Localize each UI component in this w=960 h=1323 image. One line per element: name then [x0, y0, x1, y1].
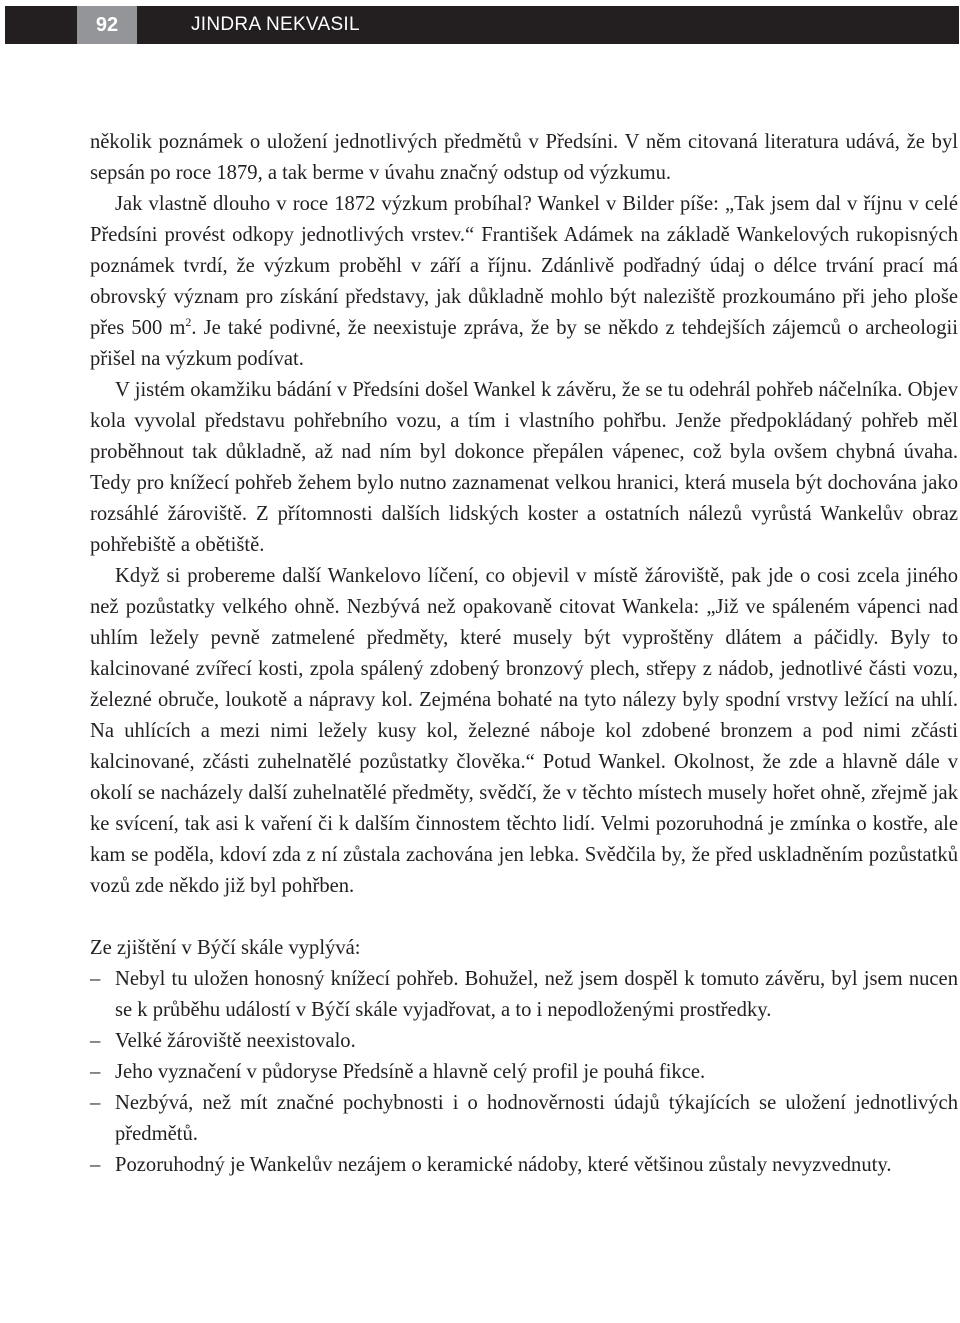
list-dash: – [90, 1092, 101, 1114]
superscript: 2 [185, 315, 192, 329]
paragraph: V jistém okamžiku bádání v Předsíni došel Wankel k závěru, že se tu odehrál pohřeb náčelníka. Objev kola vyvolal představu pohřebního vozu, a tím i vlastního pohřbu. Jenže předpokládaný pohřeb měl proběhnout tak důkladně, až nad ním byl dokonce přepálen vápenec, což byla ovšem chybná úvaha. Tedy pro knížecí pohřeb žehem bylo nutno zaznamenat velkou hranici, která musela být dochována jako rozsáhlé žároviště. Z přítomnosti dalších lidských koster a ostatních nálezů vyrůstá Wankelův obraz pohřebiště a obětiště. [90, 379, 958, 556]
list-item-text: Velké žároviště neexistovalo. [115, 1030, 356, 1052]
paragraph-continued: několik poznámek o uložení jednotlivých předmětů v Předsíni. V něm citovaná literatura udává, že byl sepsán po roce 1879, a tak berme v úvahu značný odstup od výzkumu. [90, 131, 958, 184]
page-number: 92 [77, 6, 137, 44]
list-item-text: Jeho vyznačení v půdoryse Předsíně a hlavně celý profil je pouhá fikce. [115, 1061, 706, 1083]
list-intro: Ze zjištění v Býčí skále vyplývá: [90, 937, 361, 959]
list-item-text: Nebyl tu uložen honosný knížecí pohřeb. Bohužel, než jsem dospěl k tomuto závěru, byl jsem nucen se k průběhu událostí v Býčí skále vyjadřovat, a to i nepodloženými prostředky. [115, 968, 958, 1021]
running-header [5, 6, 959, 44]
paragraph-text: Jak vlastně dlouho v roce 1872 výzkum probíhal? Wankel v Bilder píše: „Tak jsem dal v říjnu v celé Předsíni provést odkopy jednotlivých vrstev.“ František Adámek na základě Wankelových rukopisných poznámek tvrdí, že výzkum proběhl v září a říjnu. Zdánlivě podřadný údaj o délce trvání prací má obrovský význam pro získání představy, jak důkladně mohlo být naleziště prozkoumáno při jeho ploše přes 500 m [90, 193, 958, 339]
list-item [90, 1026, 958, 1057]
list-item [90, 1057, 958, 1088]
list-item-text: Pozoruhodný je Wankelův nezájem o keramické nádoby, které většinou zůstaly nevyzvednuty. [115, 1154, 892, 1176]
list-dash: – [90, 1154, 101, 1176]
running-head-author: JINDRA NEKVASIL [191, 14, 360, 35]
list-item [90, 1088, 958, 1150]
conclusions-list [90, 964, 958, 1181]
list-item [90, 1150, 958, 1181]
list-item [90, 964, 958, 1026]
list-dash: – [90, 968, 101, 990]
paragraph-text: . Je také podivné, že neexistuje zpráva, že by se někdo z tehdejších zájemců o archeologii přišel na výzkum podívat. [90, 317, 959, 370]
article-body [90, 127, 958, 1181]
paragraph [90, 189, 958, 375]
list-item-text: Nezbývá, než mít značné pochybnosti i o hodnověrnosti údajů týkajících se uložení jednotlivých předmětů. [115, 1092, 958, 1145]
list-dash: – [90, 1030, 101, 1052]
list-dash: – [90, 1061, 101, 1083]
paragraph: Když si probereme další Wankelovo líčení, co objevil v místě žároviště, pak jde o cosi zcela jiného než pozůstatky velkého ohně. Nezbývá než opakovaně citovat Wankela: „Již ve spáleném vápenci nad uhlím ležely pevně zatmelené předměty, které musely být vyproštěny dlátem a páčidly. Byly to kalcinované zvířecí kosti, zpola spálený zdobený bronzový plech, střepy z nádob, jednotlivé části vozu, železné obruče, loukotě a nápravy kol. Zejména bohaté na tyto nálezy byly spodní vrstvy ležící na uhlí. Na uhlících a mezi nimi ležely kusy kol, železné náboje kol zdobené bronzem a pod nimi zčásti kalcinované, zčásti zuhelnatělé pozůstatky člověka.“ Potud Wankel. Okolnost, že zde a hlavně dále v okolí se nacházely další zuhelnatělé předměty, svědčí, že v těchto místech musely hořet ohně, zřejmě jak ke svícení, tak asi k vaření či k dalším činnostem těchto lidí. Velmi pozoruhodná je zmínka o kostře, ale kam se poděla, kdoví zda z ní zůstala zachována jen lebka. Svědčila by, že před uskladněním pozůstatků vozů zde někdo již byl pohřben. [90, 565, 958, 897]
